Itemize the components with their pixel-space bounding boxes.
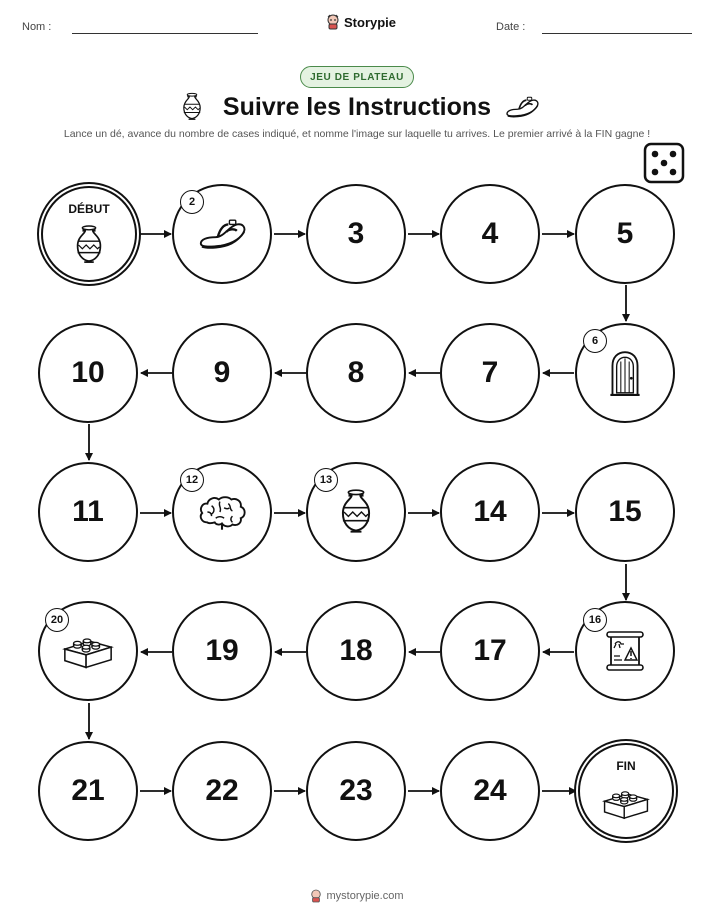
door-icon <box>607 349 643 397</box>
cell-number: 19 <box>205 634 239 667</box>
cell-number-tag: 13 <box>314 468 338 492</box>
cell-number: 23 <box>339 774 373 807</box>
toy-brick-icon <box>61 631 115 671</box>
cell-number: 4 <box>481 217 499 250</box>
page-title: Suivre les Instructions <box>222 93 492 121</box>
cell-number: 17 <box>473 634 507 667</box>
footer-url[interactable]: mystorypie.com <box>326 890 404 902</box>
cell-number-tag: 12 <box>180 468 204 492</box>
board-cell-start[interactable] <box>41 186 137 282</box>
vase-icon <box>334 488 378 536</box>
cell-number-tag: 6 <box>583 329 607 353</box>
name-label: Nom : <box>22 21 52 33</box>
board-cell-18[interactable] <box>306 601 406 701</box>
board-cell-19[interactable] <box>172 601 272 701</box>
board-cell-7[interactable] <box>440 323 540 423</box>
cell-number: 5 <box>616 217 634 250</box>
brand-name: Storypie <box>344 14 397 30</box>
board-cell-21[interactable] <box>38 741 138 841</box>
board-cell-23[interactable] <box>306 741 406 841</box>
board-cell-10[interactable] <box>38 323 138 423</box>
date-label: Date : <box>496 21 526 33</box>
vase-icon <box>70 223 108 267</box>
sandal-icon <box>196 216 248 252</box>
brain-icon <box>197 493 247 531</box>
instructions-text: Lance un dé, avance du nombre de cases indiqué, et nomme l'image sur laquelle tu arrives. Le premier arrivé à la FIN gagne ! <box>63 128 651 140</box>
cell-number: 10 <box>71 356 105 389</box>
board-cell-3[interactable] <box>306 184 406 284</box>
cell-number: 21 <box>71 774 105 807</box>
cell-number-tag: 2 <box>180 190 204 214</box>
footer <box>0 889 714 903</box>
board-cell-15[interactable] <box>575 462 675 562</box>
cell-number: 8 <box>347 356 365 389</box>
cell-number: 18 <box>339 634 373 667</box>
cell-number: 3 <box>347 217 365 250</box>
end-label: FIN <box>616 759 636 773</box>
cell-number: 9 <box>213 356 231 389</box>
board-cell-24[interactable] <box>440 741 540 841</box>
cell-number: 22 <box>205 774 239 807</box>
board-cell-8[interactable] <box>306 323 406 423</box>
cell-number: 7 <box>481 356 499 389</box>
cell-number-tag: 16 <box>583 608 607 632</box>
board-cell-9[interactable] <box>172 323 272 423</box>
cell-number: 11 <box>72 495 104 528</box>
cell-number-tag: 20 <box>45 608 69 632</box>
board-cell-14[interactable] <box>440 462 540 562</box>
board-cell-22[interactable] <box>172 741 272 841</box>
toy-brick-icon <box>601 784 651 822</box>
board-cell-5[interactable] <box>575 184 675 284</box>
cell-number: 15 <box>608 495 642 528</box>
board-cell-4[interactable] <box>440 184 540 284</box>
cell-number: 24 <box>473 774 507 807</box>
game-type-badge: JEU DE PLATEAU <box>300 66 414 88</box>
board-cell-17[interactable] <box>440 601 540 701</box>
board-cell-end[interactable] <box>578 743 674 839</box>
board-cell-11[interactable] <box>38 462 138 562</box>
start-label: DÉBUT <box>68 202 110 216</box>
cell-number: 14 <box>473 495 507 528</box>
scroll-map-icon <box>603 630 647 672</box>
storypie-mascot-icon <box>310 889 322 903</box>
